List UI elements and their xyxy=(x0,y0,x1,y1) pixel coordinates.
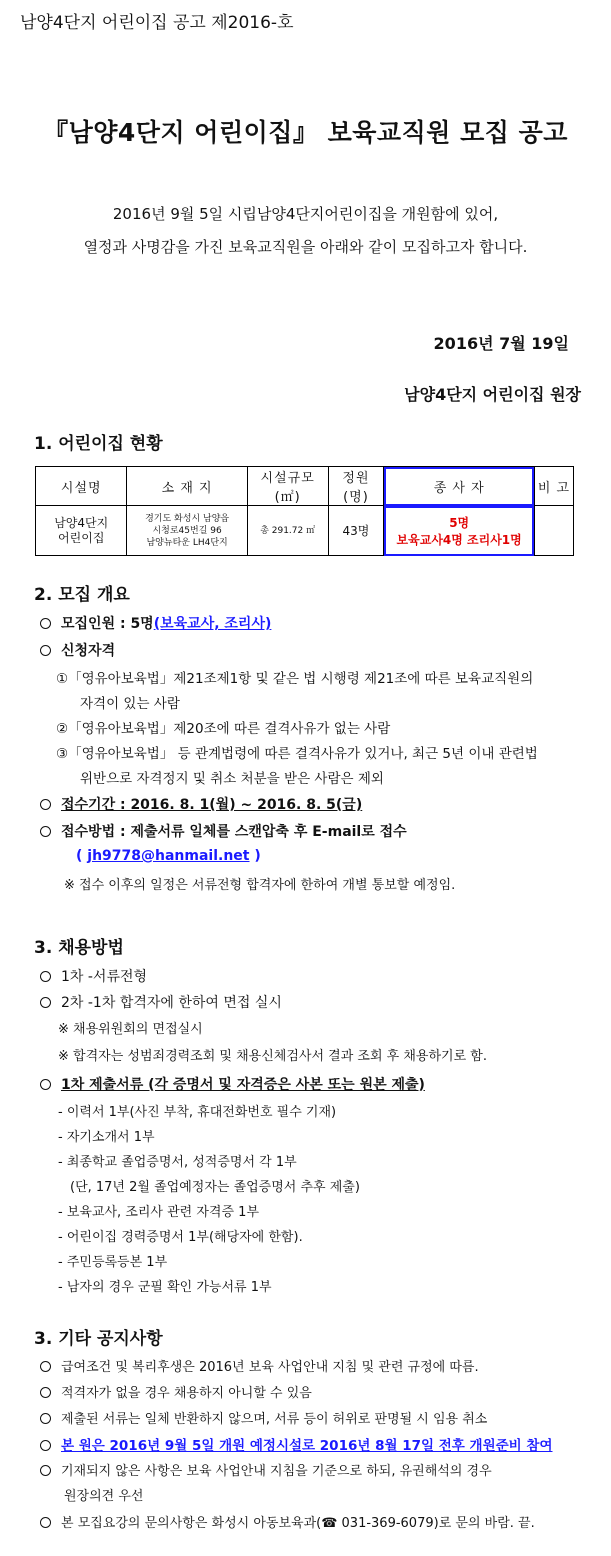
notice-item: 적격자가 없을 경우 채용하지 아니할 수 있음 xyxy=(40,1382,312,1401)
intro-line-1: 2016년 9월 5일 시립남양4단지어린이집을 개원함에 있어, xyxy=(112,205,499,223)
hollow-circle-icon xyxy=(40,1465,51,1476)
notice-item-highlight: 본 원은 2016년 9월 5일 개원 예정시설로 2016년 8월 17일 전후 개원준비 참여 xyxy=(40,1434,553,1454)
section-heading-other: 3. 기타 공지사항 xyxy=(34,1329,163,1349)
table-row xyxy=(36,506,574,556)
staff-cell xyxy=(384,506,535,556)
hollow-circle-icon xyxy=(40,1361,51,1372)
remarks-cell xyxy=(534,506,573,556)
notice-item: 제출된 서류는 일체 반환하지 않으며, 서류 등이 허위로 판명될 시 임용 취소 xyxy=(40,1408,487,1427)
documents-heading: 1차 제출서류 (각 증명서 및 자격증은 사본 또는 원본 제출) xyxy=(40,1074,425,1094)
hiring-note-1: ※ 채용위원회의 면접실시 xyxy=(58,1022,203,1037)
email-link[interactable]: jh9778@hanmail.net xyxy=(87,848,250,864)
hollow-circle-icon xyxy=(40,645,51,656)
qualification-label: 신청자격 xyxy=(40,640,115,660)
capacity-cell: 43명 xyxy=(328,506,384,556)
facility-name-cell: 남양4단지 어린이집 xyxy=(36,506,127,556)
page-title: 『남양4단지 어린이집』 보육교직원 모집 공고 xyxy=(43,118,568,147)
application-period: 접수기간 : 2016. 8. 1(월) ~ 2016. 8. 5(금) xyxy=(40,794,362,814)
intro-line-2: 열정과 사명감을 가진 보육교직원을 아래와 같이 모집하고자 합니다. xyxy=(83,238,528,256)
column-header: 종 사 자 xyxy=(384,467,535,506)
column-header: 비 고 xyxy=(534,467,573,506)
table-header-row xyxy=(36,467,574,506)
hollow-circle-icon xyxy=(40,1387,51,1398)
schedule-note: ※ 접수 이후의 일정은 서류전형 합격자에 한하여 개별 통보할 예정임. xyxy=(64,878,456,893)
hollow-circle-icon xyxy=(40,971,51,982)
notice-number: 남양4단지 어린이집 공고 제2016-호 xyxy=(20,13,294,33)
facility-status-table xyxy=(35,466,574,556)
document-item: - 자기소개서 1부 xyxy=(58,1130,155,1145)
document-item: - 이력서 1부(사진 부착, 휴대전화번호 필수 기재) xyxy=(58,1105,337,1120)
hollow-circle-icon xyxy=(40,799,51,810)
area-cell: 총 291.72 ㎡ xyxy=(247,506,328,556)
hollow-circle-icon xyxy=(40,1079,51,1090)
column-header: 시설명 xyxy=(36,467,127,506)
notice-date: 2016년 7월 19일 xyxy=(433,334,569,353)
hiring-note-2: ※ 합격자는 성범죄경력조회 및 채용신체검사서 결과 조회 후 채용하기로 함. xyxy=(58,1049,487,1064)
column-header: 시설규모(㎡) xyxy=(247,467,328,506)
hollow-circle-icon xyxy=(40,1440,51,1451)
hollow-circle-icon xyxy=(40,997,51,1008)
address-cell: 경기도 화성시 남양읍 시청로45번길 96 남양뉴타운 LH4단지 xyxy=(127,506,247,556)
hiring-step-2: 2차 -1차 합격자에 한하여 면접 실시 xyxy=(40,992,282,1012)
notice-item: 급여조건 및 복리후생은 2016년 보육 사업안내 지침 및 관련 규정에 따름. xyxy=(40,1356,479,1375)
notice-item: 기재되지 않은 사항은 보육 사업안내 지침을 기준으로 하되, 유권해석의 경우 xyxy=(40,1460,492,1479)
recruit-count: 모집인원 : 5명(보육교사, 조리사) xyxy=(40,613,271,633)
document-item-cont: (단, 17년 2월 졸업예정자는 졸업증명서 추후 제출) xyxy=(70,1180,360,1195)
column-header: 정원(명) xyxy=(328,467,384,506)
signatory: 남양4단지 어린이집 원장 xyxy=(404,385,581,404)
qualification-item-1: ①「영유아보육법」제21조제1항 및 같은 법 시행령 제21조에 따른 보육교직원의 xyxy=(56,671,534,687)
hollow-circle-icon xyxy=(40,618,51,629)
hollow-circle-icon xyxy=(40,826,51,837)
section-heading-overview: 2. 모집 개요 xyxy=(34,585,130,605)
document-item: - 남자의 경우 군필 확인 가능서류 1부 xyxy=(58,1280,272,1295)
document-item: - 최종학교 졸업증명서, 성적증명서 각 1부 xyxy=(58,1155,297,1170)
application-method: 접수방법 : 제출서류 일체를 스캔압축 후 E-mail로 접수 xyxy=(40,821,407,841)
qualification-item-3-cont: 위반으로 자격정지 및 취소 처분을 받은 사람은 제외 xyxy=(80,771,384,787)
qualification-item-2: ②「영유아보육법」제20조에 따른 결격사유가 없는 사람 xyxy=(56,721,391,737)
document-item: - 보육교사, 조리사 관련 자격증 1부 xyxy=(58,1205,260,1220)
qualification-item-3: ③「영유아보육법」 등 관계법령에 따른 결격사유가 있거나, 최근 5년 이내 관련법 xyxy=(56,746,538,762)
section-heading-hiring: 3. 채용방법 xyxy=(34,938,124,958)
notice-item-contact: 본 모집요강의 문의사항은 화성시 아동보육과(☎ 031-369-6079)로 문의 바람. 끝. xyxy=(40,1512,535,1531)
hollow-circle-icon xyxy=(40,1413,51,1424)
email-line: ( jh9778@hanmail.net ) xyxy=(76,848,261,864)
section-heading-status: 1. 어린이집 현황 xyxy=(34,434,163,454)
qualification-item-1-cont: 자격이 있는 사람 xyxy=(80,696,180,712)
recruit-roles: (보육교사, 조리사) xyxy=(153,616,272,632)
staff-total: 5명 xyxy=(449,515,470,530)
hollow-circle-icon xyxy=(40,1517,51,1528)
hiring-step-1: 1차 -서류전형 xyxy=(40,966,147,986)
notice-item-cont: 원장의견 우선 xyxy=(64,1489,144,1504)
staff-detail: 보육교사4명 조리사1명 xyxy=(396,532,522,547)
column-header: 소 재 지 xyxy=(127,467,247,506)
document-item: - 어린이집 경력증명서 1부(해당자에 한함). xyxy=(58,1230,303,1245)
document-item: - 주민등록등본 1부 xyxy=(58,1255,168,1270)
